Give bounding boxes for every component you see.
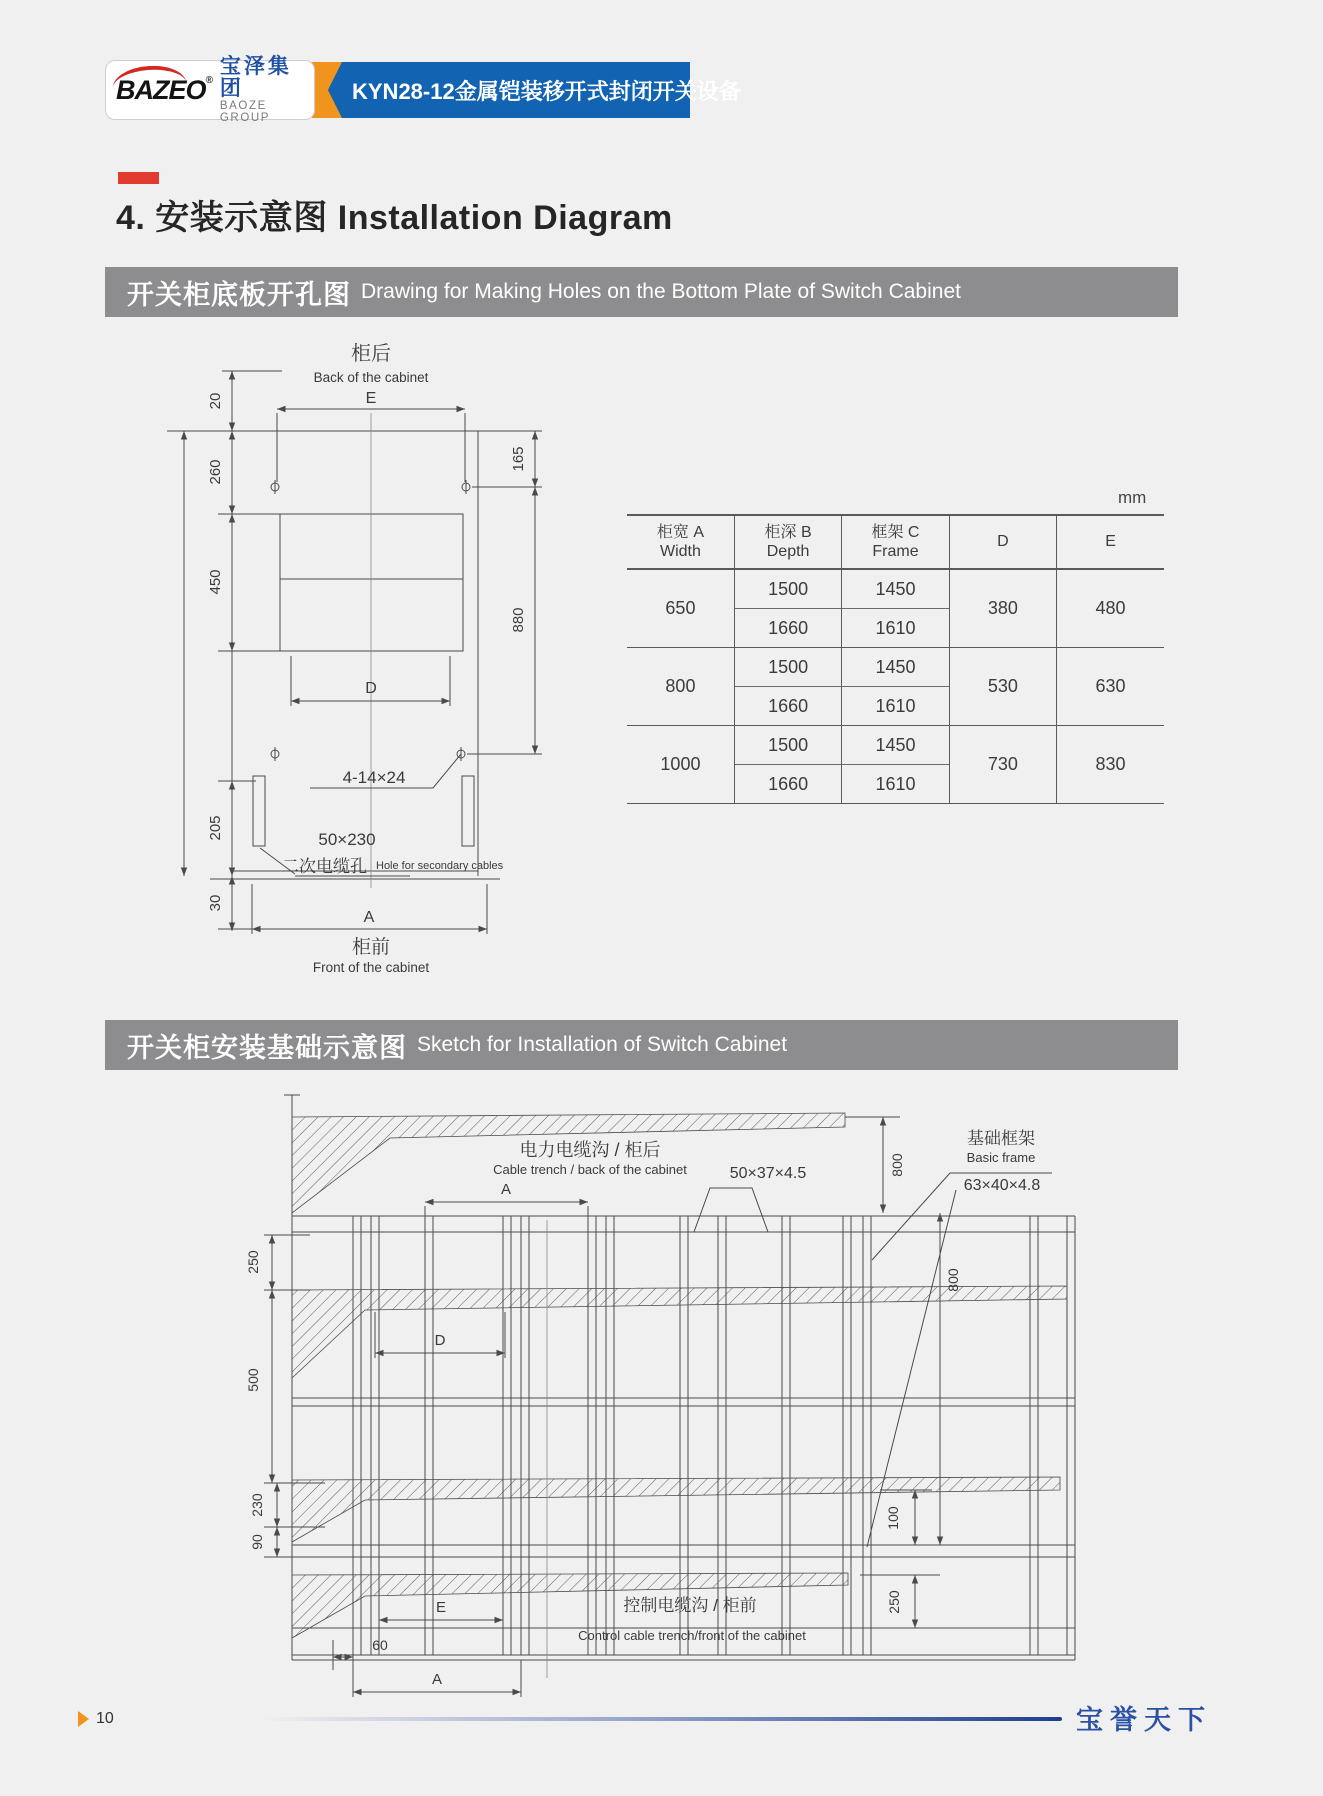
page-number: 10: [96, 1710, 114, 1727]
plate-outline: [167, 431, 542, 879]
dim-60: 60: [372, 1637, 388, 1653]
dimension-table: [627, 514, 1164, 804]
table-row: 1660 1610: [627, 687, 1164, 726]
dim-165: 165: [510, 446, 527, 472]
dim-e-label: E: [365, 390, 377, 407]
table-row: 800 1500 1450 530 630: [627, 648, 1164, 687]
table-row: 1660 1610: [627, 609, 1164, 648]
product-title: KYN28-12金属铠装移开式封闭开关设备: [352, 78, 741, 104]
foundation-sketch-drawing: [240, 1080, 1090, 1725]
holes-callout: 4-14×24: [342, 768, 406, 787]
dim-20: 20: [207, 392, 224, 410]
brand-logo: [105, 54, 315, 125]
front-label-en: Front of the cabinet: [312, 960, 430, 975]
power-trench-en: Cable trench / back of the cabinet: [493, 1162, 687, 1177]
table-row: 1000 1500 1450 730 830: [627, 726, 1164, 765]
dim-250-left: 250: [245, 1250, 261, 1274]
dim-a-top: A: [500, 1181, 512, 1198]
company-name-en: BAOZE GROUP: [219, 99, 271, 125]
col-depth: 柜深 B Depth: [734, 515, 841, 569]
front-label-cn: 柜前: [351, 937, 391, 958]
page-number-arrow-icon: [78, 1711, 89, 1727]
subsection-banner-foundation: [105, 1020, 1178, 1070]
dim-a-label: A: [363, 909, 375, 926]
banner2-en: Sketch for Installation of Switch Cabinet: [417, 1033, 788, 1056]
secondary-hole-cn: 二次电缆孔: [282, 857, 367, 876]
power-trench-cn: 电力电缆沟 / 柜后: [519, 1140, 661, 1160]
registered-mark: ®: [205, 74, 212, 86]
dim-260: 260: [207, 459, 224, 485]
frame-size-label: 63×40×4.8: [963, 1177, 1041, 1194]
logo-wordmark: BAZEO®: [116, 75, 212, 106]
section-title: 4. 安装示意图 Installation Diagram: [116, 199, 673, 237]
unit-label: mm: [1118, 488, 1147, 507]
dim-880: 880: [510, 607, 527, 633]
channel-size-label: 50×37×4.5: [729, 1165, 807, 1182]
dim-800-side: 800: [945, 1268, 961, 1292]
dim-a-bottom: A: [431, 1671, 443, 1688]
dim-30: 30: [207, 894, 224, 912]
dim-800-top: 800: [889, 1153, 905, 1177]
company-name-cn: 宝泽集团: [219, 54, 292, 100]
col-d: D: [949, 515, 1056, 569]
col-width: 柜宽 A Width: [627, 515, 734, 569]
control-trench-cn: 控制电缆沟 / 柜前: [623, 1596, 757, 1615]
dim-230: 230: [249, 1493, 265, 1517]
dimension-lines: [184, 371, 542, 934]
table-header-row: [627, 515, 1164, 569]
dim-d-label: D: [365, 680, 377, 697]
banner2-cn: 开关柜安装基础示意图: [127, 1032, 407, 1063]
banner1-cn: 开关柜底板开孔图: [127, 279, 351, 310]
slot-size-label: 50×230: [318, 830, 376, 849]
section-accent-dash: [118, 172, 159, 184]
dim-450: 450: [207, 569, 224, 595]
back-label-en: Back of the cabinet: [313, 370, 429, 385]
dim-500: 500: [245, 1368, 261, 1392]
secondary-hole-en: Hole for secondary cables: [376, 860, 504, 872]
dim-d: D: [434, 1332, 446, 1349]
table-row: 1660 1610: [627, 765, 1164, 804]
back-label-cn: 柜后: [351, 343, 391, 365]
col-frame: 框架 C Frame: [842, 515, 949, 569]
table-row: 650 1500 1450 380 480: [627, 569, 1164, 609]
bottom-plate-hole-drawing: [110, 296, 556, 986]
basic-frame-cn: 基础框架: [967, 1129, 1035, 1148]
dim-e: E: [435, 1599, 447, 1616]
basic-frame-en: Basic frame: [966, 1150, 1036, 1165]
dim-205: 205: [207, 815, 224, 841]
dim-100: 100: [885, 1506, 901, 1530]
control-trench-en: Control cable trench/front of the cabinet: [578, 1628, 806, 1643]
dim-250-right: 250: [886, 1590, 902, 1614]
footer-slogan: 宝誉天下: [1076, 1705, 1212, 1735]
banner1-en: Drawing for Making Holes on the Bottom Plate of Switch Cabinet: [361, 280, 961, 303]
dim-90: 90: [249, 1534, 265, 1550]
footer-divider: [258, 1717, 1062, 1721]
col-e: E: [1057, 515, 1164, 569]
